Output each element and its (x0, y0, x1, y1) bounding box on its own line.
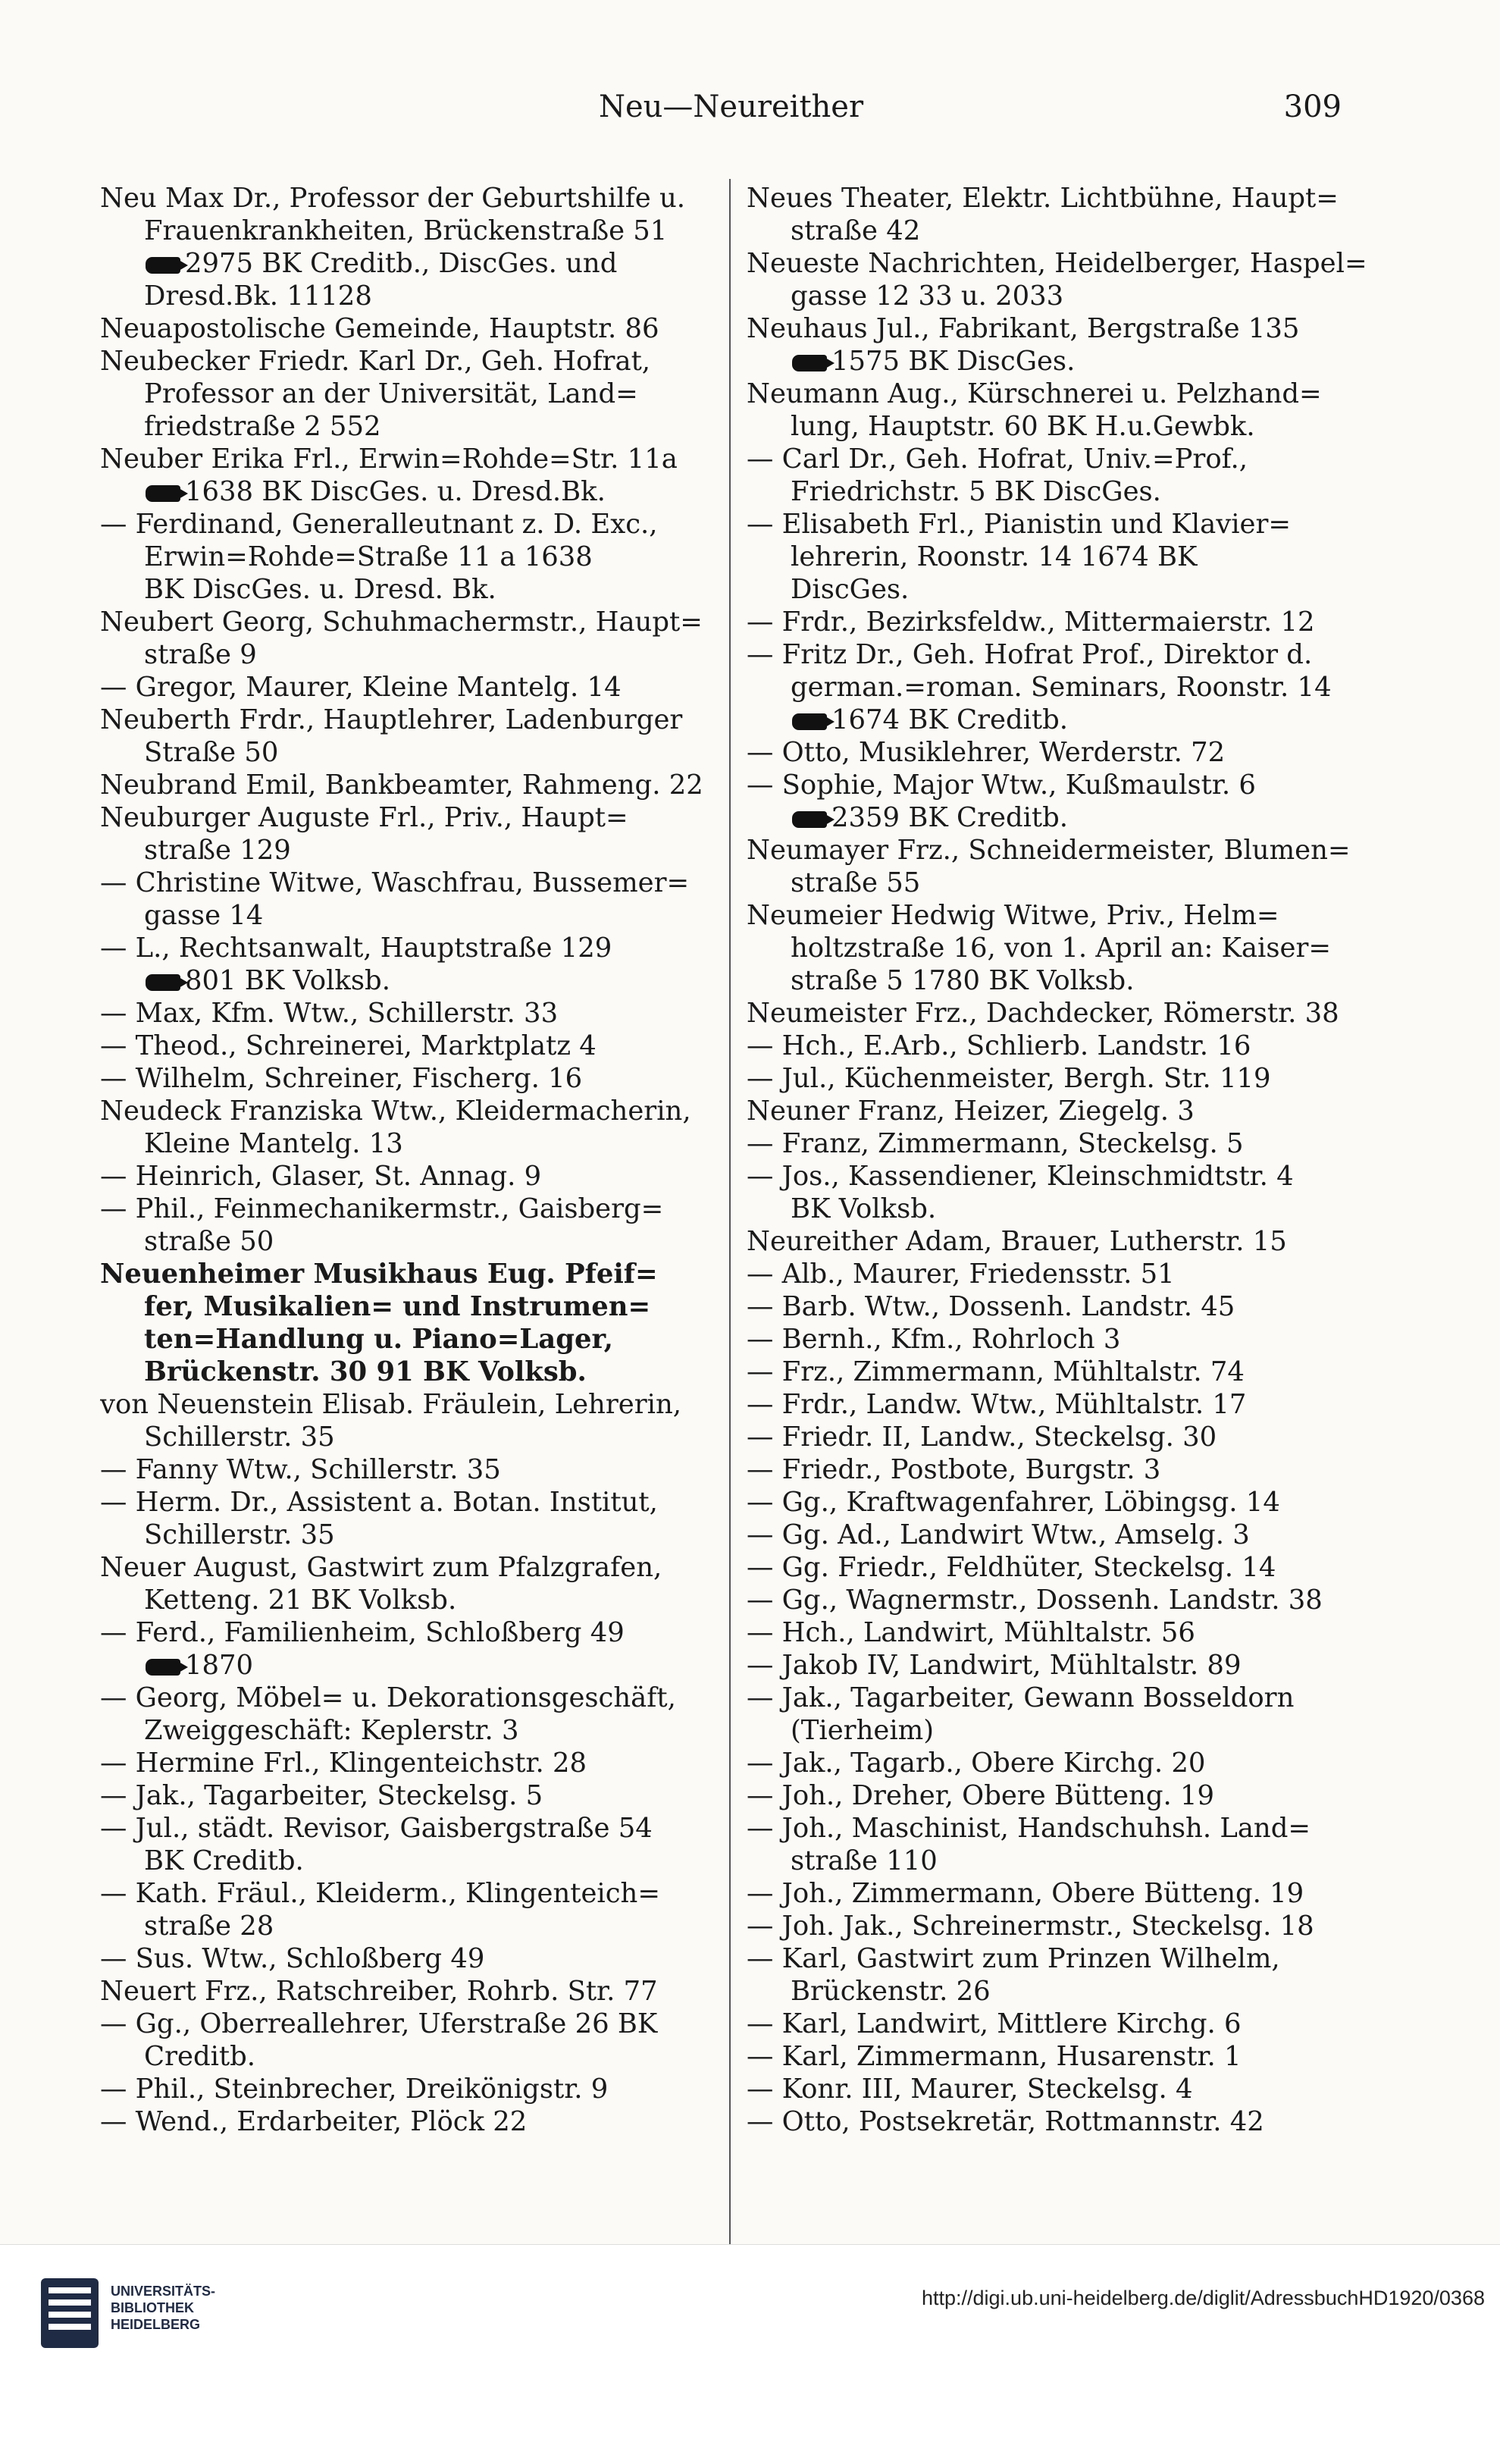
entry-line (747, 1779, 1376, 1812)
entry-line (100, 247, 729, 280)
logo-line: BIBLIOTHEK (111, 2300, 194, 2315)
source-url-link[interactable]: http://digi.ub.uni-heidelberg.de/diglit/AdressbuchHD1920/0368 (921, 2287, 1485, 2309)
entry-line (747, 1323, 1376, 1356)
entry-text: Professor an der Universität, Land= (144, 378, 638, 409)
entry-line (100, 410, 729, 443)
entry-line (100, 1421, 729, 1453)
entry-text: Neudeck Franziska Wtw., Kleidermacherin, (100, 1096, 691, 1127)
page-header (99, 89, 1342, 135)
column-divider (729, 179, 731, 2279)
entry-text: — Franz, Zimmermann, Steckelsg. 5 (747, 1128, 1244, 1159)
entry-line (100, 1290, 729, 1323)
entry-text: 1674 BK Creditb. (831, 704, 1069, 735)
entry-line (747, 410, 1376, 443)
entry-text: Neuert Frz., Ratschreiber, Rohrb. Str. 77 (100, 1976, 658, 2007)
entry-line (747, 932, 1376, 964)
viewer-footer (0, 2244, 1500, 2464)
entry-line (747, 1388, 1376, 1421)
entry-text: — Konr. III, Maurer, Steckelsg. 4 (747, 2074, 1193, 2105)
entry-line (747, 704, 1376, 736)
entry-text: — Jos., Kassendiener, Kleinschmidtstr. 4 (747, 1161, 1294, 1192)
entry-line (747, 573, 1376, 606)
entry-line (747, 1062, 1376, 1095)
entry-line (747, 541, 1376, 573)
entry-line (747, 443, 1376, 475)
entry-line (747, 378, 1376, 410)
entry-line (100, 573, 729, 606)
entry-text: — Fanny Wtw., Schillerstr. 35 (100, 1454, 501, 1485)
entry-text: lung, Hauptstr. 60 BK H.u.Gewbk. (791, 411, 1255, 442)
entry-text: straße 55 (791, 867, 921, 898)
entry-line (747, 280, 1376, 312)
entry-line (100, 475, 729, 508)
entry-text: — Gg. Friedr., Feldhüter, Steckelsg. 14 (747, 1552, 1276, 1583)
entry-text: — Jak., Tagarb., Obere Kirchg. 20 (747, 1748, 1206, 1779)
entry-line (747, 769, 1376, 801)
entry-text: — Gg., Kraftwagenfahrer, Löbingsg. 14 (747, 1487, 1280, 1518)
entry-text: ten=Handlung u. Piano=Lager, (144, 1324, 613, 1355)
entry-line (100, 541, 729, 573)
entry-line (747, 671, 1376, 704)
entry-line (100, 1323, 729, 1356)
entry-text: — Friedr., Postbote, Burgstr. 3 (747, 1454, 1161, 1485)
entry-line (100, 1258, 729, 1290)
entry-text: straße 28 (144, 1911, 274, 1942)
entry-text: — Joh., Zimmermann, Obere Bütteng. 19 (747, 1878, 1304, 1909)
entry-line (100, 1910, 729, 1942)
entry-line (747, 1649, 1376, 1682)
entry-line (100, 2040, 729, 2073)
entry-text: — Georg, Möbel= u. Dekorationsgeschäft, (100, 1682, 676, 1713)
entry-line (100, 1975, 729, 2008)
entry-line (100, 1714, 729, 1747)
entry-text: — Frdr., Landw. Wtw., Mühltalstr. 17 (747, 1389, 1247, 1420)
entry-text: — Ferdinand, Generalleutnant z. D. Exc., (100, 509, 658, 540)
entry-line (100, 1584, 729, 1616)
entry-text: — Gg., Oberreallehrer, Uferstraße 26 BK (100, 2008, 658, 2039)
entry-text: — Frz., Zimmermann, Mühltalstr. 74 (747, 1356, 1245, 1387)
entry-text: Neueste Nachrichten, Heidelberger, Haspel= (747, 248, 1367, 279)
telephone-icon (146, 974, 180, 991)
library-name (111, 2283, 215, 2333)
entry-text: Erwin=Rohde=Straße 11 a 1638 (144, 541, 593, 572)
entry-text: — Joh., Dreher, Obere Bütteng. 19 (747, 1780, 1215, 1811)
entry-text: Neumeier Hedwig Witwe, Priv., Helm= (747, 900, 1279, 931)
entry-line (747, 1975, 1376, 2008)
entry-line (100, 182, 729, 215)
running-title: Neu—Neureither (599, 89, 864, 124)
entry-text: Neuberth Frdr., Hauptlehrer, Ladenburger (100, 704, 683, 735)
entry-text: friedstraße 2 552 (144, 411, 381, 442)
entry-text: Creditb. (144, 2041, 256, 2072)
entry-line (100, 1877, 729, 1910)
entry-line (747, 1030, 1376, 1062)
entry-line (100, 1519, 729, 1551)
entry-text: — Carl Dr., Geh. Hofrat, Univ.=Prof., (747, 444, 1248, 475)
entry-text: — Theod., Schreinerei, Marktplatz 4 (100, 1030, 597, 1061)
entry-text: Neubrand Emil, Bankbeamter, Rahmeng. 22 (100, 770, 703, 801)
entry-line (747, 964, 1376, 997)
right-column (747, 182, 1376, 2138)
entry-text: Ketteng. 21 BK Volksb. (144, 1585, 457, 1616)
entry-line (747, 867, 1376, 899)
entry-line (747, 247, 1376, 280)
entry-line (747, 1942, 1376, 1975)
entry-line (747, 1584, 1376, 1616)
entry-text: Schillerstr. 35 (144, 1422, 335, 1453)
entry-text: Dresd.Bk. 11128 (144, 281, 372, 312)
entry-text: — Bernh., Kfm., Rohrloch 3 (747, 1324, 1121, 1355)
entry-text: 1870 (185, 1650, 254, 1681)
entry-text: — Hermine Frl., Klingenteichstr. 28 (100, 1748, 587, 1779)
entry-text: Straße 50 (144, 737, 279, 768)
entry-text: german.=roman. Seminars, Roonstr. 14 (791, 672, 1332, 703)
entry-text: — Jakob IV, Landwirt, Mühltalstr. 89 (747, 1650, 1242, 1681)
entry-text: Neumann Aug., Kürschnerei u. Pelzhand= (747, 378, 1322, 409)
entry-line (100, 1127, 729, 1160)
entry-text: — Fritz Dr., Geh. Hofrat Prof., Direktor d. (747, 639, 1313, 670)
entry-line (100, 443, 729, 475)
entry-line (747, 1682, 1376, 1714)
entry-line (100, 1551, 729, 1584)
entry-text: Neuner Franz, Heizer, Ziegelg. 3 (747, 1096, 1195, 1127)
entry-line (747, 1812, 1376, 1845)
entry-line (100, 671, 729, 704)
entry-text: gasse 14 (144, 900, 264, 931)
entry-line (747, 801, 1376, 834)
entry-text: Brückenstr. 30 91 BK Volksb. (144, 1356, 587, 1387)
entry-line (100, 736, 729, 769)
entry-text: Kleine Mantelg. 13 (144, 1128, 403, 1159)
entry-text: Neumeister Frz., Dachdecker, Römerstr. 38 (747, 998, 1339, 1029)
telephone-icon (146, 1659, 180, 1676)
entry-text: — Joh., Maschinist, Handschuhsh. Land= (747, 1813, 1311, 1844)
entry-line (100, 1486, 729, 1519)
entry-text: — Gg. Ad., Landwirt Wtw., Amselg. 3 (747, 1519, 1250, 1550)
entry-text: — Jul., städt. Revisor, Gaisbergstraße 54 (100, 1813, 653, 1844)
entry-text: — Heinrich, Glaser, St. Annag. 9 (100, 1161, 542, 1192)
entry-line (100, 801, 729, 834)
entry-text: — Gg., Wagnermstr., Dossenh. Landstr. 38 (747, 1585, 1323, 1616)
entry-line (100, 1747, 729, 1779)
entry-line (100, 1812, 729, 1845)
telephone-icon (792, 355, 827, 371)
entry-line (100, 312, 729, 345)
entry-text: — Karl, Gastwirt zum Prinzen Wilhelm, (747, 1943, 1280, 1974)
entry-text: — Barb. Wtw., Dossenh. Landstr. 45 (747, 1291, 1235, 1322)
entry-line (100, 932, 729, 964)
entry-line (747, 1877, 1376, 1910)
entry-line (100, 1453, 729, 1486)
entry-line (100, 2008, 729, 2040)
entry-text: — Wend., Erdarbeiter, Plöck 22 (100, 2106, 528, 2137)
entry-text: — Hch., E.Arb., Schlierb. Landstr. 16 (747, 1030, 1251, 1061)
left-column (100, 182, 729, 2138)
entry-line (747, 215, 1376, 247)
library-seal-icon (38, 2275, 102, 2351)
entry-line (100, 1942, 729, 1975)
entry-text: — Friedr. II, Landw., Steckelsg. 30 (747, 1422, 1217, 1453)
entry-line (747, 508, 1376, 541)
entry-text: 1575 BK DiscGes. (831, 346, 1076, 377)
entry-line (100, 1193, 729, 1225)
entry-text: DiscGes. (791, 574, 910, 605)
entry-line (100, 638, 729, 671)
entry-line (100, 1649, 729, 1682)
entry-text: straße 5 1780 BK Volksb. (791, 965, 1135, 996)
entry-text: — Jak., Tagarbeiter, Steckelsg. 5 (100, 1780, 543, 1811)
entry-line (747, 834, 1376, 867)
entry-line (100, 378, 729, 410)
entry-text: Brückenstr. 26 (791, 1976, 991, 2007)
entry-line (100, 899, 729, 932)
logo-line: UNIVERSITÄTS- (111, 2284, 216, 2299)
entry-line (747, 1127, 1376, 1160)
entry-text: Neuapostolische Gemeinde, Hauptstr. 86 (100, 313, 659, 344)
entry-line (747, 1160, 1376, 1193)
entry-text: — Karl, Landwirt, Mittlere Kirchg. 6 (747, 2008, 1242, 2039)
entry-text: BK DiscGes. u. Dresd. Bk. (144, 574, 496, 605)
entry-line (747, 1616, 1376, 1649)
entry-text: — Otto, Musiklehrer, Werderstr. 72 (747, 737, 1226, 768)
entry-line (747, 345, 1376, 378)
entry-line (100, 606, 729, 638)
entry-text: Neuburger Auguste Frl., Priv., Haupt= (100, 802, 628, 833)
telephone-icon (146, 257, 180, 274)
entry-text: — L., Rechtsanwalt, Hauptstraße 129 (100, 933, 612, 964)
entry-line (100, 1616, 729, 1649)
entry-text: von Neuenstein Elisab. Fräulein, Lehrerin, (100, 1389, 681, 1420)
entry-line (747, 1747, 1376, 1779)
entry-text: straße 110 (791, 1845, 938, 1876)
entry-line (100, 834, 729, 867)
entry-text: — Elisabeth Frl., Pianistin und Klavier= (747, 509, 1292, 540)
entry-line (747, 1258, 1376, 1290)
entry-line (100, 1095, 729, 1127)
entry-line (100, 1779, 729, 1812)
entry-line (100, 1845, 729, 1877)
page-number: 309 (1283, 89, 1342, 124)
entry-line (747, 1225, 1376, 1258)
entry-text: BK Volksb. (791, 1193, 937, 1224)
entry-text: Neuber Erika Frl., Erwin=Rohde=Str. 11a (100, 444, 678, 475)
entry-line (100, 1030, 729, 1062)
entry-line (100, 1160, 729, 1193)
entry-text: — Sus. Wtw., Schloßberg 49 (100, 1943, 485, 1974)
entry-text: Neuhaus Jul., Fabrikant, Bergstraße 135 (747, 313, 1300, 344)
entry-text: straße 9 (144, 639, 257, 670)
entry-text: — Karl, Zimmermann, Husarenstr. 1 (747, 2041, 1242, 2072)
library-logo[interactable] (38, 2275, 220, 2366)
entry-line (100, 1062, 729, 1095)
entry-text: (Tierheim) (791, 1715, 935, 1746)
entry-text: holtzstraße 16, von 1. April an: Kaiser= (791, 933, 1332, 964)
entry-text: Neu Max Dr., Professor der Geburtshilfe u. (100, 183, 686, 214)
entry-text: 1638 BK DiscGes. u. Dresd.Bk. (185, 476, 606, 507)
entry-text: — Otto, Postsekretär, Rottmannstr. 42 (747, 2106, 1264, 2137)
entry-line (100, 867, 729, 899)
entry-text: — Wilhelm, Schreiner, Fischerg. 16 (100, 1063, 583, 1094)
entry-text: — Phil., Steinbrecher, Dreikönigstr. 9 (100, 2074, 609, 2105)
entry-line (747, 1910, 1376, 1942)
entry-line (747, 2105, 1376, 2138)
entry-line (100, 704, 729, 736)
entry-line (747, 2008, 1376, 2040)
entry-line (747, 638, 1376, 671)
entry-line (747, 312, 1376, 345)
entry-text: 2975 BK Creditb., DiscGes. und (185, 248, 618, 279)
entry-line (100, 1388, 729, 1421)
entry-text: — Herm. Dr., Assistent a. Botan. Institut, (100, 1487, 658, 1518)
entry-text: Frauenkrankheiten, Brückenstraße 51 (144, 215, 668, 246)
entry-line (747, 1356, 1376, 1388)
entry-line (100, 2105, 729, 2138)
entry-line (100, 280, 729, 312)
entry-text: Neumayer Frz., Schneidermeister, Blumen= (747, 835, 1351, 866)
entry-line (747, 1421, 1376, 1453)
entry-text: straße 42 (791, 215, 921, 246)
entry-text: — Phil., Feinmechanikermstr., Gaisberg= (100, 1193, 664, 1224)
entry-text: — Ferd., Familienheim, Schloßberg 49 (100, 1617, 625, 1648)
entry-line (100, 769, 729, 801)
entry-text: lehrerin, Roonstr. 14 1674 BK (791, 541, 1198, 572)
entry-line (747, 899, 1376, 932)
entry-line (747, 1845, 1376, 1877)
entry-text: — Christine Witwe, Waschfrau, Bussemer= (100, 867, 690, 898)
entry-text: fer, Musikalien= und Instrumen= (144, 1291, 651, 1322)
entry-line (100, 2073, 729, 2105)
entry-text: — Sophie, Major Wtw., Kußmaulstr. 6 (747, 770, 1256, 801)
entry-text: — Jak., Tagarbeiter, Gewann Bosseldorn (747, 1682, 1295, 1713)
entry-line (747, 736, 1376, 769)
entry-text: Neubert Georg, Schuhmachermstr., Haupt= (100, 607, 703, 638)
entry-line (747, 1453, 1376, 1486)
telephone-icon (146, 485, 180, 502)
entry-line (747, 182, 1376, 215)
logo-line: HEIDELBERG (111, 2317, 201, 2332)
telephone-icon (792, 811, 827, 828)
entry-text: — Hch., Landwirt, Mühltalstr. 56 (747, 1617, 1195, 1648)
entry-text: Neuer August, Gastwirt zum Pfalzgrafen, (100, 1552, 662, 1583)
entry-line (747, 2040, 1376, 2073)
entry-text: Zweiggeschäft: Keplerstr. 3 (144, 1715, 519, 1746)
entry-line (747, 475, 1376, 508)
entry-text: — Alb., Maurer, Friedensstr. 51 (747, 1259, 1175, 1290)
entry-text: BK Creditb. (144, 1845, 304, 1876)
entry-line (747, 997, 1376, 1030)
entry-text: Neues Theater, Elektr. Lichtbühne, Haupt= (747, 183, 1339, 214)
entry-text: Neuenheimer Musikhaus Eug. Pfeif= (100, 1259, 658, 1290)
entry-text: — Max, Kfm. Wtw., Schillerstr. 33 (100, 998, 559, 1029)
telephone-icon (792, 713, 827, 730)
entry-line (747, 606, 1376, 638)
entry-text: Schillerstr. 35 (144, 1519, 335, 1550)
entry-line (747, 1519, 1376, 1551)
entry-line (100, 964, 729, 997)
entry-line (100, 1356, 729, 1388)
entry-line (100, 345, 729, 378)
entry-line (747, 1714, 1376, 1747)
entry-line (100, 997, 729, 1030)
entry-line (100, 1682, 729, 1714)
entry-text: gasse 12 33 u. 2033 (791, 281, 1064, 312)
entry-line (747, 1290, 1376, 1323)
entry-line (747, 1486, 1376, 1519)
entry-line (747, 1193, 1376, 1225)
entry-text: straße 50 (144, 1226, 274, 1257)
entry-text: straße 129 (144, 835, 291, 866)
entry-text: 801 BK Volksb. (185, 965, 390, 996)
entry-line (747, 2073, 1376, 2105)
entry-text: — Jul., Küchenmeister, Bergh. Str. 119 (747, 1063, 1271, 1094)
entry-text: — Gregor, Maurer, Kleine Mantelg. 14 (100, 672, 622, 703)
entry-line (100, 215, 729, 247)
entry-text: — Joh. Jak., Schreinermstr., Steckelsg. 18 (747, 1911, 1314, 1942)
entry-line (747, 1551, 1376, 1584)
entry-text: Neureither Adam, Brauer, Lutherstr. 15 (747, 1226, 1287, 1257)
entry-line (100, 1225, 729, 1258)
entry-text: Neubecker Friedr. Karl Dr., Geh. Hofrat, (100, 346, 651, 377)
entry-text: Friedrichstr. 5 BK DiscGes. (791, 476, 1161, 507)
entry-text: — Kath. Fräul., Kleiderm., Klingenteich= (100, 1878, 660, 1909)
entry-text: — Frdr., Bezirksfeldw., Mittermaierstr. 12 (747, 607, 1315, 638)
entry-line (747, 1095, 1376, 1127)
entry-line (100, 508, 729, 541)
entry-text: 2359 BK Creditb. (831, 802, 1069, 833)
